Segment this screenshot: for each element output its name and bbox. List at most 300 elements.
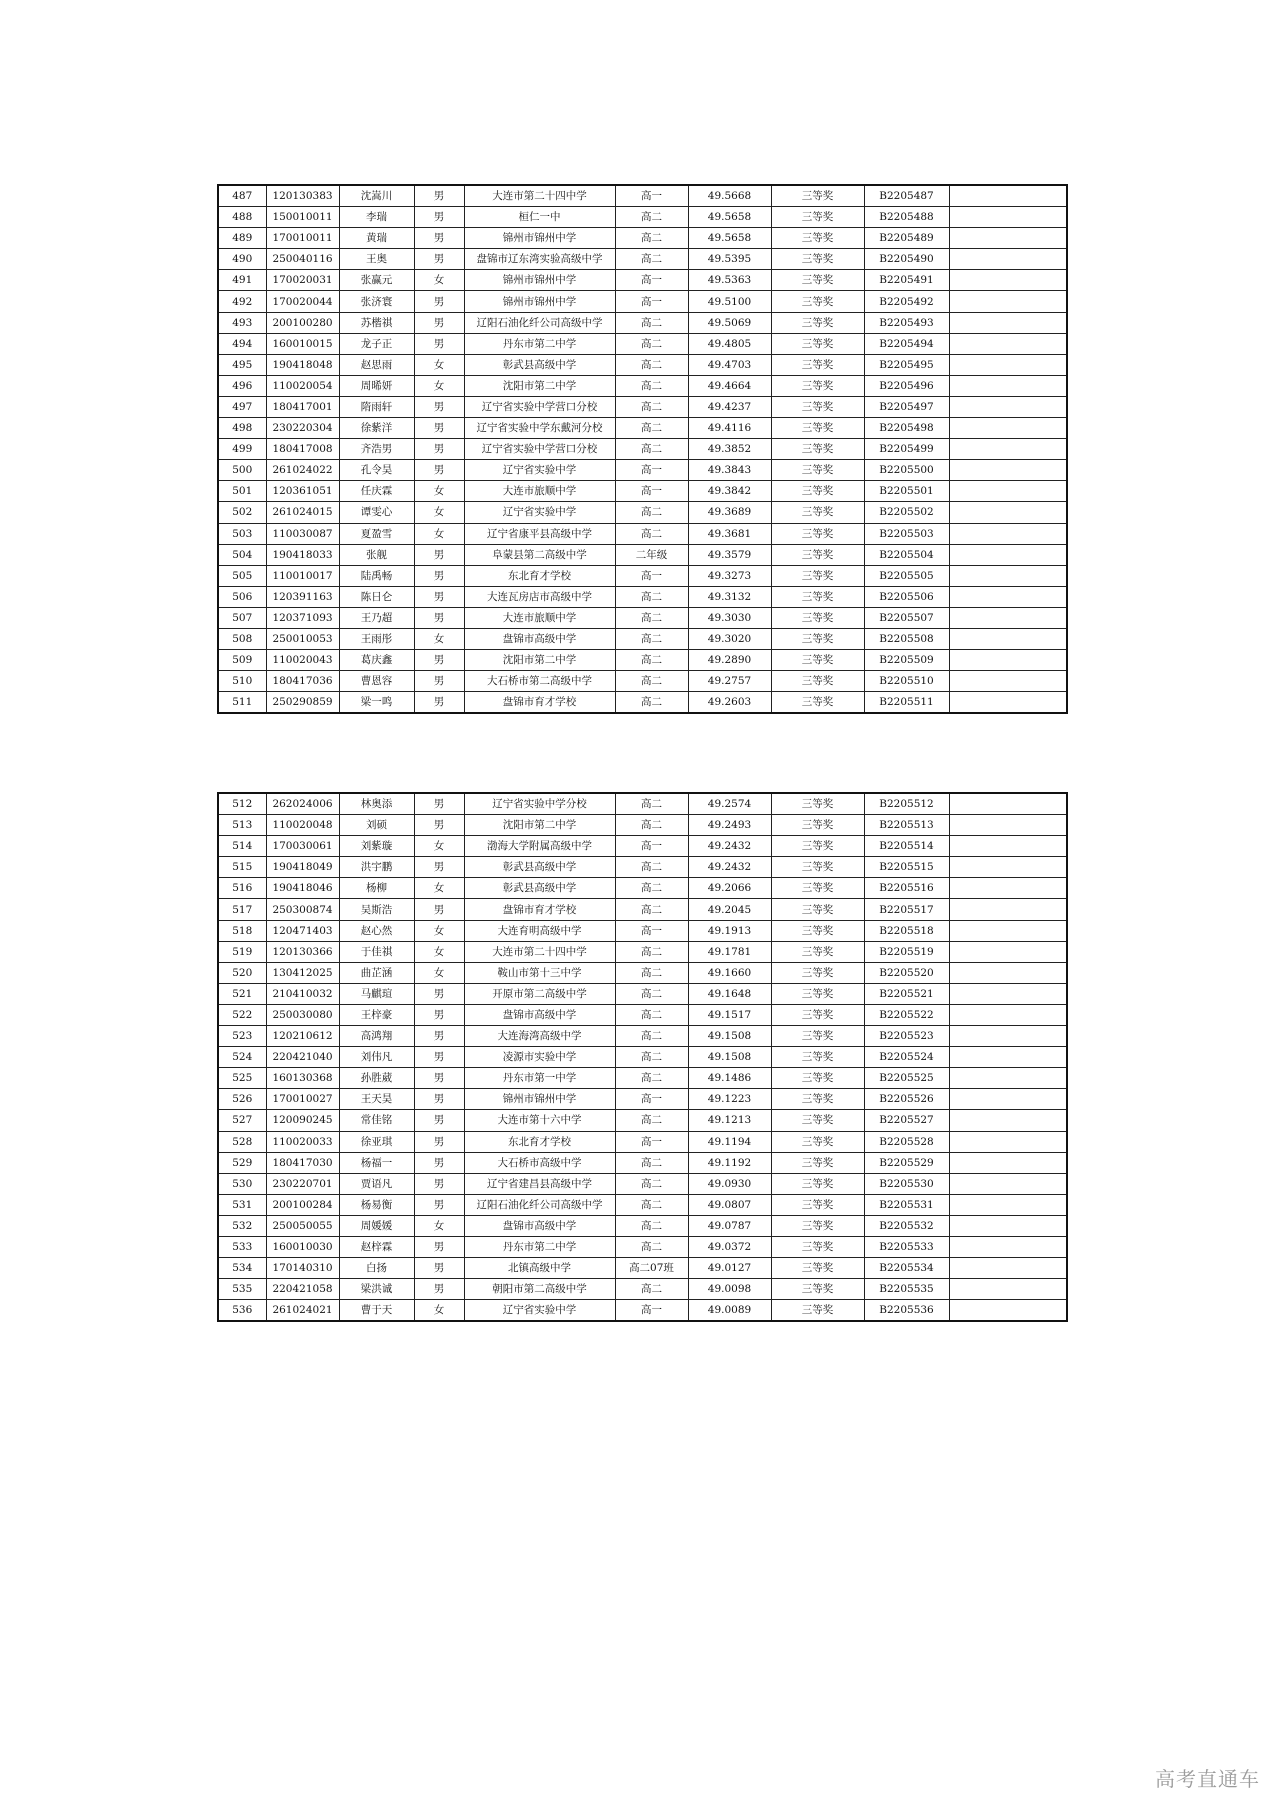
table-row [218, 878, 1067, 899]
gender-cell: 男 [414, 396, 464, 417]
table-row [218, 1152, 1067, 1173]
blank-cell [949, 607, 1067, 628]
row-number-cell: 505 [218, 565, 266, 586]
student-name-cell: 王奥 [339, 249, 414, 270]
score-cell: 49.1781 [688, 941, 771, 962]
blank-cell [949, 899, 1067, 920]
school-cell: 锦州市锦州中学 [464, 228, 615, 249]
grade-cell: 高二 [615, 1194, 688, 1215]
certificate-number-cell: B2205527 [864, 1110, 949, 1131]
score-cell: 49.2574 [688, 793, 771, 815]
certificate-number-cell: B2205509 [864, 650, 949, 671]
score-cell: 49.3689 [688, 502, 771, 523]
row-number-cell: 500 [218, 460, 266, 481]
row-number-cell: 534 [218, 1258, 266, 1279]
student-name-cell: 曲芷涵 [339, 962, 414, 983]
school-cell: 大连市第二十四中学 [464, 941, 615, 962]
school-cell: 辽宁省实验中学分校 [464, 793, 615, 815]
certificate-number-cell: B2205511 [864, 692, 949, 714]
award-level-cell: 三等奖 [771, 1004, 864, 1025]
blank-cell [949, 586, 1067, 607]
student-name-cell: 白扬 [339, 1258, 414, 1279]
school-cell: 大连瓦房店市高级中学 [464, 586, 615, 607]
student-name-cell: 王乃超 [339, 607, 414, 628]
student-name-cell: 陈日仑 [339, 586, 414, 607]
certificate-number-cell: B2205529 [864, 1152, 949, 1173]
school-cell: 辽阳石油化纤公司高级中学 [464, 312, 615, 333]
table-row [218, 857, 1067, 878]
score-cell: 49.1223 [688, 1089, 771, 1110]
score-cell: 49.4116 [688, 418, 771, 439]
award-level-cell: 三等奖 [771, 396, 864, 417]
award-level-cell: 三等奖 [771, 1068, 864, 1089]
award-level-cell: 三等奖 [771, 1089, 864, 1110]
grade-cell: 高一 [615, 270, 688, 291]
student-id-cell: 170020044 [266, 291, 339, 312]
school-cell: 锦州市锦州中学 [464, 270, 615, 291]
grade-cell: 高二 [615, 650, 688, 671]
school-cell: 盘锦市育才学校 [464, 899, 615, 920]
blank-cell [949, 354, 1067, 375]
score-cell: 49.1194 [688, 1131, 771, 1152]
table-row [218, 1236, 1067, 1257]
grade-cell: 高二 [615, 1026, 688, 1047]
award-level-cell: 三等奖 [771, 1215, 864, 1236]
score-cell: 49.1508 [688, 1026, 771, 1047]
certificate-number-cell: B2205492 [864, 291, 949, 312]
gender-cell: 男 [414, 1236, 464, 1257]
row-number-cell: 494 [218, 333, 266, 354]
student-id-cell: 180417030 [266, 1152, 339, 1173]
score-cell: 49.2432 [688, 836, 771, 857]
grade-cell: 高二 [615, 375, 688, 396]
certificate-number-cell: B2205496 [864, 375, 949, 396]
award-level-cell: 三等奖 [771, 650, 864, 671]
certificate-number-cell: B2205512 [864, 793, 949, 815]
table-row [218, 607, 1067, 628]
grade-cell: 高一 [615, 836, 688, 857]
table-row [218, 333, 1067, 354]
score-cell: 49.1913 [688, 920, 771, 941]
award-level-cell: 三等奖 [771, 607, 864, 628]
student-name-cell: 周媛媛 [339, 1215, 414, 1236]
table-row [218, 481, 1067, 502]
school-cell: 盘锦市高级中学 [464, 1215, 615, 1236]
row-number-cell: 520 [218, 962, 266, 983]
score-cell: 49.0930 [688, 1173, 771, 1194]
student-id-cell: 261024015 [266, 502, 339, 523]
award-level-cell: 三等奖 [771, 878, 864, 899]
blank-cell [949, 1047, 1067, 1068]
student-name-cell: 马麒瑄 [339, 983, 414, 1004]
grade-cell: 高二 [615, 439, 688, 460]
blank-cell [949, 836, 1067, 857]
blank-cell [949, 793, 1067, 815]
student-name-cell: 李瑞 [339, 207, 414, 228]
grade-cell: 高二 [615, 671, 688, 692]
score-cell: 49.2890 [688, 650, 771, 671]
blank-cell [949, 502, 1067, 523]
blank-cell [949, 1215, 1067, 1236]
student-name-cell: 沈嵩川 [339, 185, 414, 207]
score-cell: 49.5100 [688, 291, 771, 312]
gender-cell: 男 [414, 1068, 464, 1089]
award-level-cell: 三等奖 [771, 375, 864, 396]
gender-cell: 男 [414, 607, 464, 628]
grade-cell: 高二 [615, 586, 688, 607]
student-id-cell: 170030061 [266, 836, 339, 857]
award-level-cell: 三等奖 [771, 333, 864, 354]
student-id-cell: 180417008 [266, 439, 339, 460]
row-number-cell: 504 [218, 544, 266, 565]
school-cell: 彰武县高级中学 [464, 857, 615, 878]
table-row [218, 354, 1067, 375]
grade-cell: 高二 [615, 228, 688, 249]
award-level-cell: 三等奖 [771, 692, 864, 714]
student-name-cell: 陆禹畅 [339, 565, 414, 586]
award-level-cell: 三等奖 [771, 1026, 864, 1047]
gender-cell: 男 [414, 228, 464, 249]
blank-cell [949, 1110, 1067, 1131]
student-id-cell: 120391163 [266, 586, 339, 607]
gender-cell: 男 [414, 291, 464, 312]
award-level-cell: 三等奖 [771, 544, 864, 565]
student-id-cell: 180417001 [266, 396, 339, 417]
student-name-cell: 隋雨轩 [339, 396, 414, 417]
score-cell: 49.0787 [688, 1215, 771, 1236]
table-row [218, 291, 1067, 312]
table-row [218, 899, 1067, 920]
table-row [218, 396, 1067, 417]
grade-cell: 高二 [615, 1215, 688, 1236]
student-name-cell: 高鸿翔 [339, 1026, 414, 1047]
table-row [218, 249, 1067, 270]
gender-cell: 女 [414, 375, 464, 396]
certificate-number-cell: B2205521 [864, 983, 949, 1004]
award-level-cell: 三等奖 [771, 207, 864, 228]
row-number-cell: 528 [218, 1131, 266, 1152]
student-name-cell: 曹恩容 [339, 671, 414, 692]
award-level-cell: 三等奖 [771, 1300, 864, 1322]
award-level-cell: 三等奖 [771, 586, 864, 607]
table-body [218, 793, 1067, 1321]
row-number-cell: 519 [218, 941, 266, 962]
grade-cell: 高二 [615, 1279, 688, 1300]
award-level-cell: 三等奖 [771, 671, 864, 692]
blank-cell [949, 962, 1067, 983]
score-cell: 49.3852 [688, 439, 771, 460]
student-name-cell: 杨福一 [339, 1152, 414, 1173]
award-level-cell: 三等奖 [771, 418, 864, 439]
award-level-cell: 三等奖 [771, 962, 864, 983]
table-row [218, 671, 1067, 692]
school-cell: 开原市第二高级中学 [464, 983, 615, 1004]
grade-cell: 高二 [615, 793, 688, 815]
school-cell: 鞍山市第十三中学 [464, 962, 615, 983]
student-name-cell: 吴斯浩 [339, 899, 414, 920]
grade-cell: 高二 [615, 354, 688, 375]
school-cell: 阜蒙县第二高级中学 [464, 544, 615, 565]
score-cell: 49.0372 [688, 1236, 771, 1257]
certificate-number-cell: B2205522 [864, 1004, 949, 1025]
student-name-cell: 葛庆鑫 [339, 650, 414, 671]
gender-cell: 男 [414, 1131, 464, 1152]
student-id-cell: 120371093 [266, 607, 339, 628]
row-number-cell: 521 [218, 983, 266, 1004]
row-number-cell: 518 [218, 920, 266, 941]
student-id-cell: 110020054 [266, 375, 339, 396]
score-cell: 49.3132 [688, 586, 771, 607]
gender-cell: 男 [414, 1004, 464, 1025]
table-row [218, 544, 1067, 565]
certificate-number-cell: B2205532 [864, 1215, 949, 1236]
grade-cell: 高二07班 [615, 1258, 688, 1279]
blank-cell [949, 544, 1067, 565]
table-row [218, 312, 1067, 333]
certificate-number-cell: B2205519 [864, 941, 949, 962]
certificate-number-cell: B2205517 [864, 899, 949, 920]
certificate-number-cell: B2205523 [864, 1026, 949, 1047]
table-row [218, 228, 1067, 249]
row-number-cell: 495 [218, 354, 266, 375]
gender-cell: 男 [414, 1110, 464, 1131]
student-name-cell: 张舰 [339, 544, 414, 565]
table-row [218, 523, 1067, 544]
grade-cell: 高二 [615, 1173, 688, 1194]
table-row [218, 836, 1067, 857]
table-row [218, 270, 1067, 291]
table-row [218, 185, 1067, 207]
grade-cell: 高一 [615, 920, 688, 941]
blank-cell [949, 1026, 1067, 1047]
student-name-cell: 王梓豪 [339, 1004, 414, 1025]
score-cell: 49.1648 [688, 983, 771, 1004]
row-number-cell: 527 [218, 1110, 266, 1131]
certificate-number-cell: B2205502 [864, 502, 949, 523]
grade-cell: 高二 [615, 1068, 688, 1089]
row-number-cell: 529 [218, 1152, 266, 1173]
school-cell: 北镇高级中学 [464, 1258, 615, 1279]
student-id-cell: 200100284 [266, 1194, 339, 1215]
certificate-number-cell: B2205491 [864, 270, 949, 291]
certificate-number-cell: B2205515 [864, 857, 949, 878]
school-cell: 辽宁省实验中学营口分校 [464, 396, 615, 417]
grade-cell: 高一 [615, 291, 688, 312]
school-cell: 辽宁省实验中学东戴河分校 [464, 418, 615, 439]
grade-cell: 高二 [615, 1236, 688, 1257]
award-level-cell: 三等奖 [771, 628, 864, 649]
row-number-cell: 522 [218, 1004, 266, 1025]
score-cell: 49.2603 [688, 692, 771, 714]
award-level-cell: 三等奖 [771, 312, 864, 333]
blank-cell [949, 1236, 1067, 1257]
award-level-cell: 三等奖 [771, 1110, 864, 1131]
award-level-cell: 三等奖 [771, 941, 864, 962]
row-number-cell: 524 [218, 1047, 266, 1068]
award-level-cell: 三等奖 [771, 460, 864, 481]
gender-cell: 男 [414, 460, 464, 481]
grade-cell: 高二 [615, 899, 688, 920]
school-cell: 盘锦市高级中学 [464, 628, 615, 649]
score-cell: 49.5658 [688, 207, 771, 228]
award-level-cell: 三等奖 [771, 249, 864, 270]
score-cell: 49.0127 [688, 1258, 771, 1279]
certificate-number-cell: B2205534 [864, 1258, 949, 1279]
score-cell: 49.4805 [688, 333, 771, 354]
gender-cell: 男 [414, 857, 464, 878]
certificate-number-cell: B2205525 [864, 1068, 949, 1089]
gender-cell: 男 [414, 185, 464, 207]
grade-cell: 高二 [615, 207, 688, 228]
table-row [218, 1258, 1067, 1279]
score-cell: 49.4664 [688, 375, 771, 396]
gender-cell: 女 [414, 920, 464, 941]
grade-cell: 高二 [615, 607, 688, 628]
award-level-cell: 三等奖 [771, 920, 864, 941]
student-id-cell: 190418033 [266, 544, 339, 565]
score-cell: 49.3842 [688, 481, 771, 502]
gender-cell: 男 [414, 1173, 464, 1194]
student-id-cell: 190418048 [266, 354, 339, 375]
student-id-cell: 110010017 [266, 565, 339, 586]
row-number-cell: 497 [218, 396, 266, 417]
award-level-cell: 三等奖 [771, 1173, 864, 1194]
table-row [218, 418, 1067, 439]
certificate-number-cell: B2205530 [864, 1173, 949, 1194]
table-row [218, 1110, 1067, 1131]
score-cell: 49.3273 [688, 565, 771, 586]
row-number-cell: 502 [218, 502, 266, 523]
table-row [218, 1004, 1067, 1025]
row-number-cell: 523 [218, 1026, 266, 1047]
student-name-cell: 刘伟凡 [339, 1047, 414, 1068]
school-cell: 沈阳市第二中学 [464, 650, 615, 671]
gender-cell: 男 [414, 650, 464, 671]
table-row [218, 1194, 1067, 1215]
score-cell: 49.4237 [688, 396, 771, 417]
student-name-cell: 刘硕 [339, 815, 414, 836]
gender-cell: 男 [414, 1152, 464, 1173]
score-cell: 49.1192 [688, 1152, 771, 1173]
grade-cell: 高二 [615, 878, 688, 899]
student-id-cell: 110020033 [266, 1131, 339, 1152]
gender-cell: 男 [414, 899, 464, 920]
award-level-cell: 三等奖 [771, 1131, 864, 1152]
blank-cell [949, 523, 1067, 544]
table-row [218, 439, 1067, 460]
gender-cell: 男 [414, 249, 464, 270]
gender-cell: 男 [414, 439, 464, 460]
student-name-cell: 张济寰 [339, 291, 414, 312]
student-name-cell: 徐紫洋 [339, 418, 414, 439]
row-number-cell: 513 [218, 815, 266, 836]
school-cell: 盘锦市高级中学 [464, 1004, 615, 1025]
student-id-cell: 190418046 [266, 878, 339, 899]
blank-cell [949, 650, 1067, 671]
gender-cell: 男 [414, 983, 464, 1004]
gender-cell: 女 [414, 836, 464, 857]
certificate-number-cell: B2205508 [864, 628, 949, 649]
student-id-cell: 210410032 [266, 983, 339, 1004]
student-id-cell: 110020043 [266, 650, 339, 671]
certificate-number-cell: B2205524 [864, 1047, 949, 1068]
certificate-number-cell: B2205505 [864, 565, 949, 586]
certificate-number-cell: B2205536 [864, 1300, 949, 1322]
school-cell: 东北育才学校 [464, 1131, 615, 1152]
blank-cell [949, 1258, 1067, 1279]
row-number-cell: 525 [218, 1068, 266, 1089]
student-id-cell: 120090245 [266, 1110, 339, 1131]
grade-cell: 高二 [615, 502, 688, 523]
blank-cell [949, 671, 1067, 692]
award-level-cell: 三等奖 [771, 1258, 864, 1279]
blank-cell [949, 1152, 1067, 1173]
table-row [218, 375, 1067, 396]
student-id-cell: 180417036 [266, 671, 339, 692]
award-level-cell: 三等奖 [771, 857, 864, 878]
grade-cell: 高一 [615, 1089, 688, 1110]
row-number-cell: 499 [218, 439, 266, 460]
student-name-cell: 曹于天 [339, 1300, 414, 1322]
blank-cell [949, 1300, 1067, 1322]
grade-cell: 高二 [615, 418, 688, 439]
blank-cell [949, 418, 1067, 439]
blank-cell [949, 1004, 1067, 1025]
award-level-cell: 三等奖 [771, 354, 864, 375]
certificate-number-cell: B2205528 [864, 1131, 949, 1152]
grade-cell: 高二 [615, 962, 688, 983]
table-row [218, 1026, 1067, 1047]
blank-cell [949, 628, 1067, 649]
award-level-cell: 三等奖 [771, 1152, 864, 1173]
blank-cell [949, 920, 1067, 941]
score-cell: 49.2045 [688, 899, 771, 920]
student-id-cell: 262024006 [266, 793, 339, 815]
table-row [218, 628, 1067, 649]
gender-cell: 男 [414, 418, 464, 439]
student-id-cell: 250030080 [266, 1004, 339, 1025]
award-level-cell: 三等奖 [771, 439, 864, 460]
student-name-cell: 赵梓霖 [339, 1236, 414, 1257]
table-row [218, 962, 1067, 983]
gender-cell: 女 [414, 878, 464, 899]
student-name-cell: 王天昊 [339, 1089, 414, 1110]
gender-cell: 女 [414, 270, 464, 291]
score-cell: 49.1508 [688, 1047, 771, 1068]
student-name-cell: 常佳铭 [339, 1110, 414, 1131]
award-level-cell: 三等奖 [771, 983, 864, 1004]
student-id-cell: 120210612 [266, 1026, 339, 1047]
gender-cell: 男 [414, 586, 464, 607]
table-row [218, 815, 1067, 836]
gender-cell: 女 [414, 481, 464, 502]
student-name-cell: 贾语凡 [339, 1173, 414, 1194]
table-row [218, 586, 1067, 607]
watermark-text: 高考直通车 [1155, 1767, 1260, 1791]
certificate-number-cell: B2205518 [864, 920, 949, 941]
row-number-cell: 498 [218, 418, 266, 439]
score-cell: 49.1660 [688, 962, 771, 983]
grade-cell: 高二 [615, 333, 688, 354]
row-number-cell: 493 [218, 312, 266, 333]
award-level-cell: 三等奖 [771, 1194, 864, 1215]
blank-cell [949, 333, 1067, 354]
score-cell: 49.1213 [688, 1110, 771, 1131]
student-name-cell: 黄瑞 [339, 228, 414, 249]
gender-cell: 男 [414, 333, 464, 354]
score-cell: 49.3579 [688, 544, 771, 565]
row-number-cell: 489 [218, 228, 266, 249]
